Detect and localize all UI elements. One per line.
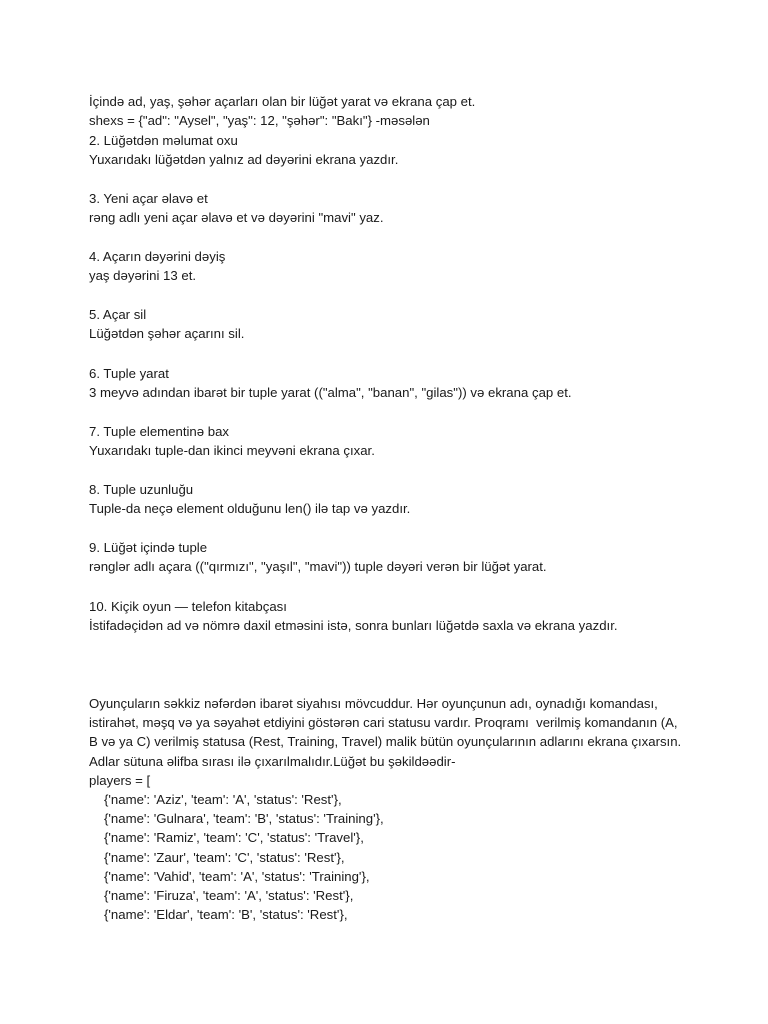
code-player-entry: {'name': 'Firuza', 'team': 'A', 'status': 'Rest'},: [104, 887, 354, 903]
task-title: 6. Tuple yarat: [89, 366, 169, 381]
task-body: Tuple-da neçə element olduğunu len() ilə tap və yazdır.: [89, 501, 411, 517]
code-players-open: players = [: [89, 772, 151, 788]
code-player-entry: {'name': 'Zaur', 'team': 'C', 'status': 'Rest'},: [104, 849, 345, 865]
task-5: [89, 305, 729, 344]
problem-line-3: B və ya C) verilmiş statusa (Rest, Training, Travel) malik bütün oyunçularının adlarını ekrana çıxarsın.: [89, 734, 682, 750]
code-player-entry: {'name': 'Vahid', 'team': 'A', 'status': 'Training'},: [104, 868, 370, 884]
task-body: rəng adlı yeni açar əlavə et və dəyərini "mavi" yaz.: [89, 210, 384, 226]
task-10: [89, 597, 729, 636]
task-3: [89, 189, 729, 228]
code-player-entry: {'name': 'Ramiz', 'team': 'C', 'status': 'Travel'},: [104, 830, 364, 846]
code-player-entry: {'name': 'Gulnara', 'team': 'B', 'status': 'Training'},: [104, 811, 384, 827]
code-player-entry: {'name': 'Aziz', 'team': 'A', 'status': 'Rest'},: [104, 791, 342, 807]
task-body: Yuxarıdakı tuple-dan ikinci meyvəni ekrana çıxar.: [89, 443, 375, 459]
task-7: [89, 422, 729, 461]
task-2-body: Yuxarıdakı lüğətdən yalnız ad dəyərini ekrana yazdır.: [89, 152, 399, 168]
intro-block: [89, 92, 729, 170]
task-body: İstifadəçidən ad və nömrə daxil etməsini istə, sonra bunları lüğətdə saxla və ekrana yazdır.: [89, 618, 618, 634]
intro-line-1: İçində ad, yaş, şəhər açarları olan bir lüğət yarat və ekrana çap et.: [89, 94, 476, 109]
task-8: [89, 480, 729, 519]
problem-line-4: Adlar sütuna əlifba sırası ilə çıxarılmalıdır.Lüğət bu şəkildəədir-: [89, 753, 456, 769]
problem-statement: [89, 694, 709, 924]
task-body: yaş dəyərini 13 et.: [89, 268, 197, 284]
intro-line-2: shexs = {"ad": "Aysel", "yaş": 12, "şəhər": "Bakı"} -məsələn: [89, 113, 430, 129]
task-body: 3 meyvə adından ibarət bir tuple yarat (("alma", "banan", "gilas")) və ekrana çap et.: [89, 385, 572, 401]
problem-line-2: istirahət, məşq və ya səyahət etdiyini göstərən cari statusu vardır. Proqramı verilmiş komandanın (A,: [89, 715, 678, 731]
task-title: 3. Yeni açar əlavə et: [89, 191, 208, 206]
task-title: 5. Açar sil: [89, 307, 147, 322]
task-title: 8. Tuple uzunluğu: [89, 482, 194, 497]
task-title: 4. Açarın dəyərini dəyiş: [89, 249, 226, 264]
task-4: [89, 247, 729, 286]
task-2-title: 2. Lüğətdən məlumat oxu: [89, 132, 238, 148]
task-title: 9. Lüğət içində tuple: [89, 540, 208, 555]
task-6: [89, 364, 729, 403]
problem-line-1: Oyunçuların səkkiz nəfərdən ibarət siyahısı mövcuddur. Hər oyunçunun adı, oynadığı komandası,: [89, 696, 658, 711]
task-title: 10. Kiçik oyun — telefon kitabçası: [89, 599, 287, 614]
task-title: 7. Tuple elementinə bax: [89, 424, 230, 439]
task-body: rənglər adlı açara (("qırmızı", "yaşıl", "mavi")) tuple dəyəri verən bir lüğət yarat.: [89, 559, 547, 575]
code-player-entry: {'name': 'Eldar', 'team': 'B', 'status': 'Rest'},: [104, 907, 348, 923]
task-9: [89, 538, 729, 577]
task-body: Lüğətdən şəhər açarını sil.: [89, 326, 245, 342]
